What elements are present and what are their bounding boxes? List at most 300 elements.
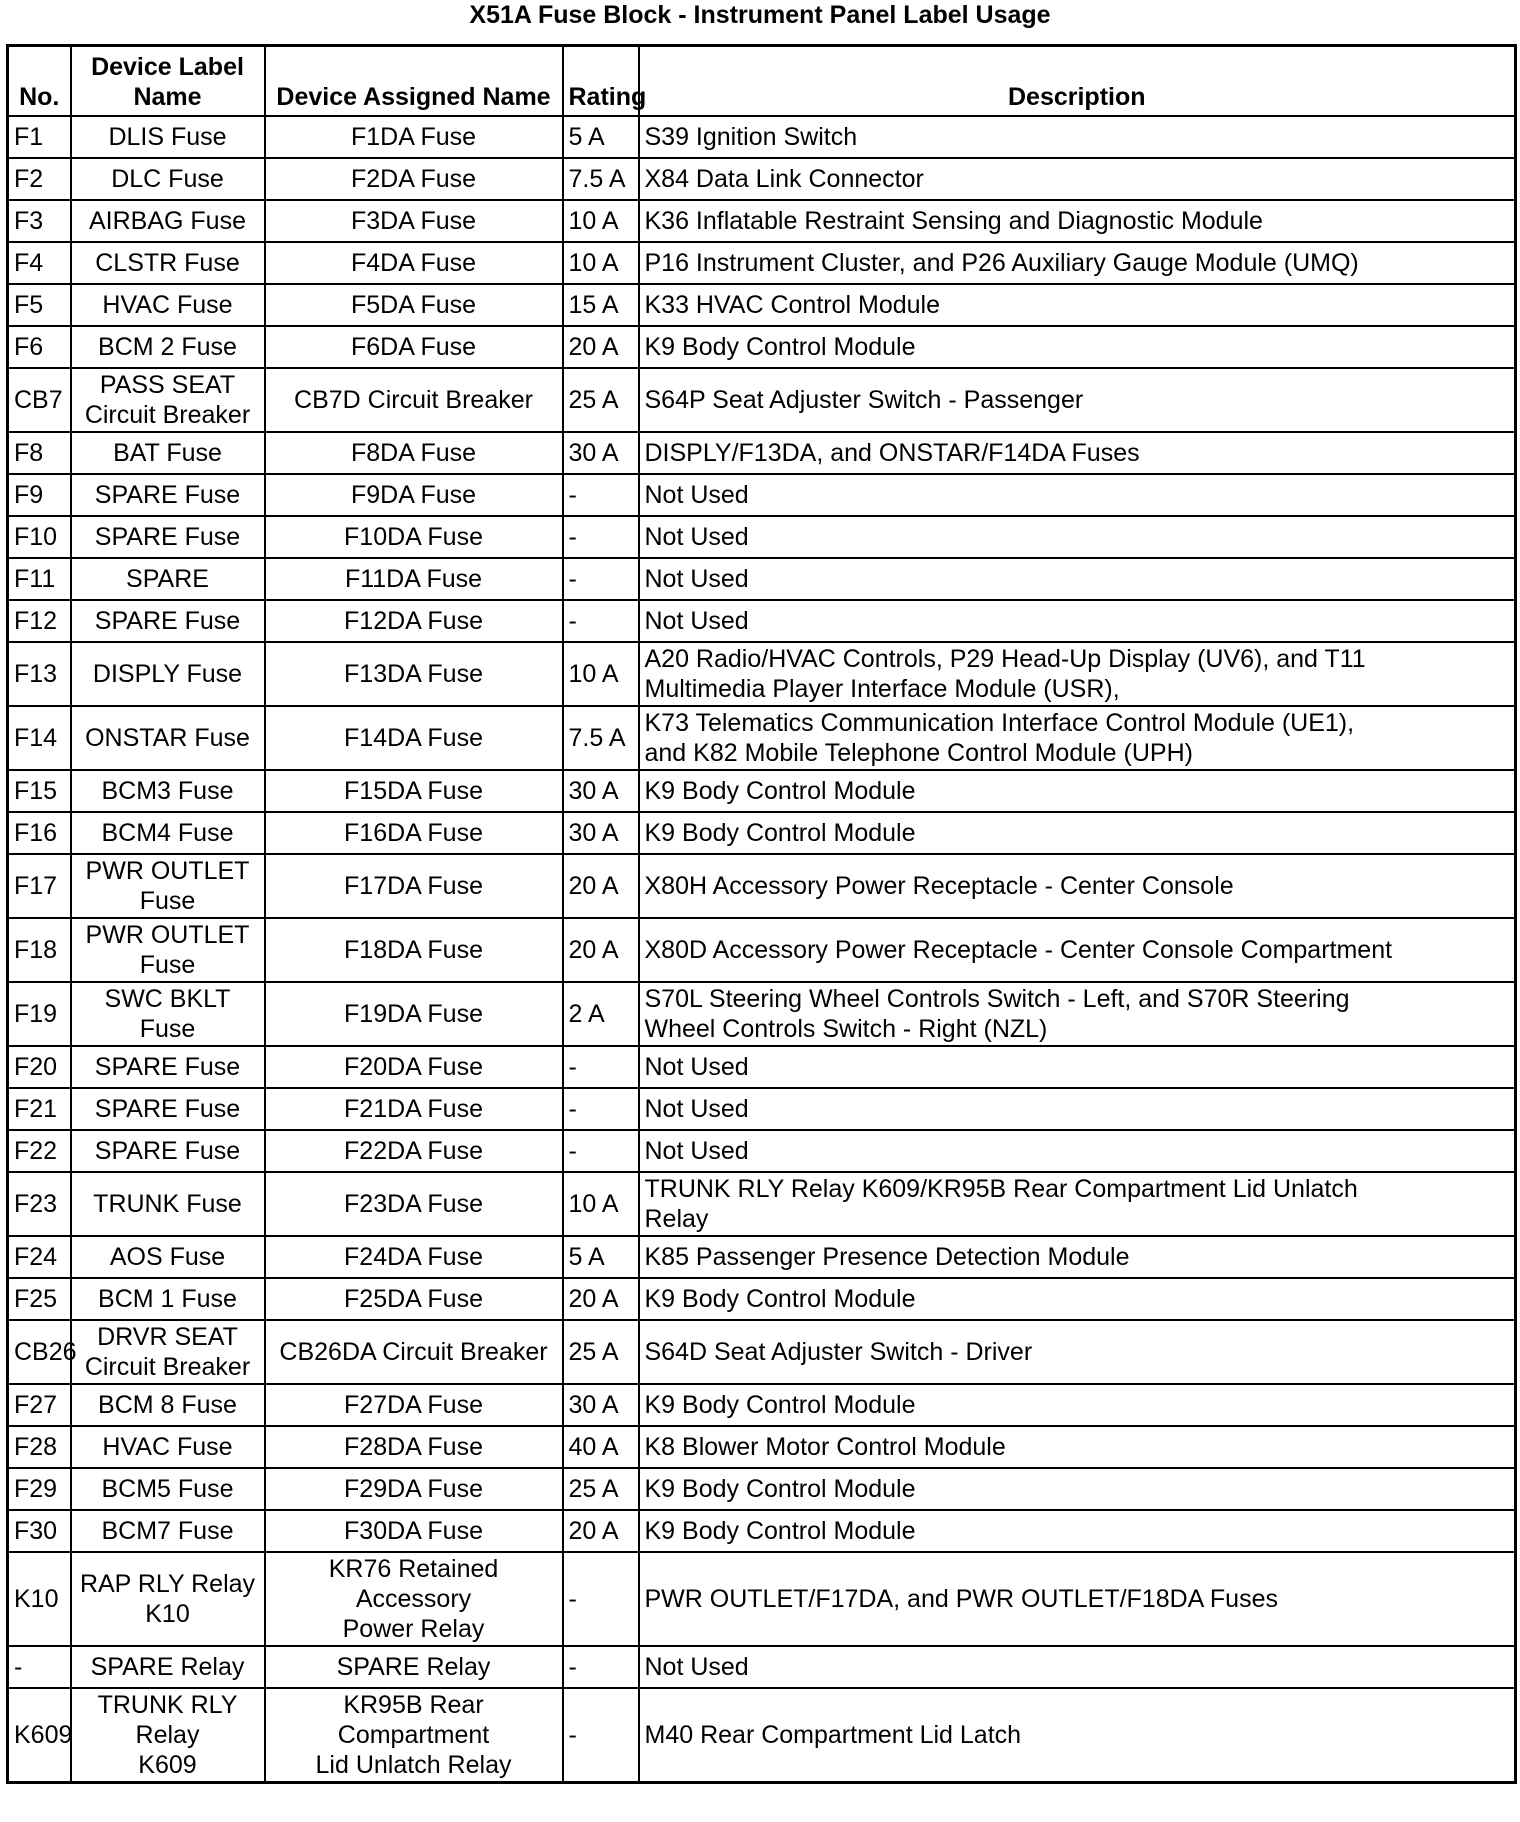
header-device-assigned-name xyxy=(265,46,563,117)
cell-description-line: PWR OUTLET/F17DA, and PWR OUTLET/F18DA Fuses xyxy=(644,1585,1278,1613)
cell-device-label-name-line: CLSTR Fuse xyxy=(95,249,240,277)
cell-device-assigned-name xyxy=(265,1384,563,1426)
cell-description-line: Not Used xyxy=(644,1053,749,1081)
cell-description-line: and K82 Mobile Telephone Control Module (UPH) xyxy=(644,739,1193,767)
cell-no: F16 xyxy=(8,812,71,854)
table-header-row xyxy=(8,46,1516,117)
table-row xyxy=(8,1384,1516,1426)
cell-device-label-name-line: TRUNK RLY Relay xyxy=(97,1691,238,1749)
cell-device-assigned-name-line: F23DA Fuse xyxy=(344,1190,483,1218)
cell-device-label-name xyxy=(71,918,265,982)
cell-device-assigned-name-line: CB26DA Circuit Breaker xyxy=(279,1338,548,1366)
cell-no: F19 xyxy=(8,982,71,1046)
table-row xyxy=(8,242,1516,284)
cell-rating: - xyxy=(563,1552,639,1646)
cell-rating: - xyxy=(563,600,639,642)
cell-device-assigned-name-line: F10DA Fuse xyxy=(344,523,483,551)
cell-description-line: Not Used xyxy=(644,481,749,509)
cell-description xyxy=(639,1130,1516,1172)
table-row xyxy=(8,1688,1516,1783)
cell-device-label-name xyxy=(71,1552,265,1646)
cell-device-assigned-name-line: F21DA Fuse xyxy=(344,1095,483,1123)
cell-no: F5 xyxy=(8,284,71,326)
cell-device-assigned-name xyxy=(265,854,563,918)
cell-description xyxy=(639,1552,1516,1646)
cell-rating: 10 A xyxy=(563,242,639,284)
cell-no: F17 xyxy=(8,854,71,918)
cell-device-label-name xyxy=(71,368,265,432)
cell-description-line: K36 Inflatable Restraint Sensing and Diagnostic Module xyxy=(644,207,1263,235)
cell-device-assigned-name-line: F12DA Fuse xyxy=(344,607,483,635)
cell-device-label-name xyxy=(71,770,265,812)
cell-rating: 15 A xyxy=(563,284,639,326)
cell-rating: 20 A xyxy=(563,918,639,982)
cell-device-assigned-name xyxy=(265,432,563,474)
cell-device-label-name-line: PWR OUTLET xyxy=(85,921,250,949)
table-row xyxy=(8,558,1516,600)
cell-description-line: A20 Radio/HVAC Controls, P29 Head-Up Display (UV6), and T11 xyxy=(644,645,1366,673)
cell-device-assigned-name xyxy=(265,284,563,326)
cell-rating: 10 A xyxy=(563,1172,639,1236)
cell-device-assigned-name-line: F1DA Fuse xyxy=(350,123,477,151)
cell-description-line: K9 Body Control Module xyxy=(644,777,916,805)
table-row xyxy=(8,284,1516,326)
cell-description-line: S70L Steering Wheel Controls Switch - Left, and S70R Steering xyxy=(644,985,1350,1013)
cell-no: F3 xyxy=(8,200,71,242)
cell-no: F8 xyxy=(8,432,71,474)
cell-no: F22 xyxy=(8,1130,71,1172)
cell-device-assigned-name xyxy=(265,1172,563,1236)
cell-device-label-name xyxy=(71,516,265,558)
fuse-table xyxy=(6,44,1517,1784)
cell-device-assigned-name xyxy=(265,558,563,600)
cell-device-label-name xyxy=(71,326,265,368)
header-label-line1: Device Label xyxy=(91,53,244,81)
table-row xyxy=(8,474,1516,516)
cell-no: F28 xyxy=(8,1426,71,1468)
cell-device-label-name-line: BCM3 Fuse xyxy=(101,777,234,805)
cell-description-line: S64D Seat Adjuster Switch - Driver xyxy=(644,1338,1033,1366)
cell-device-label-name-line: BCM4 Fuse xyxy=(101,819,234,847)
cell-device-label-name-line: SPARE Fuse xyxy=(94,523,241,551)
cell-description-line: K8 Blower Motor Control Module xyxy=(644,1433,1006,1461)
cell-description xyxy=(639,558,1516,600)
cell-device-label-name-line: Circuit Breaker xyxy=(84,1353,251,1381)
cell-no: K609 xyxy=(8,1688,71,1783)
table-row xyxy=(8,158,1516,200)
page-title: X51A Fuse Block - Instrument Panel Label Usage xyxy=(469,1,1051,29)
cell-device-label-name xyxy=(71,982,265,1046)
table-row xyxy=(8,1130,1516,1172)
cell-description-line: K9 Body Control Module xyxy=(644,1285,916,1313)
header-description xyxy=(639,46,1516,117)
cell-device-assigned-name-line: F20DA Fuse xyxy=(344,1053,483,1081)
cell-device-label-name xyxy=(71,558,265,600)
cell-no: F30 xyxy=(8,1510,71,1552)
cell-device-label-name xyxy=(71,854,265,918)
cell-device-label-name xyxy=(71,1510,265,1552)
cell-device-label-name xyxy=(71,1646,265,1688)
cell-description-line: Not Used xyxy=(644,1095,749,1123)
cell-device-label-name xyxy=(71,1236,265,1278)
cell-device-assigned-name xyxy=(265,1426,563,1468)
cell-description-line: K9 Body Control Module xyxy=(644,1475,916,1503)
cell-device-assigned-name xyxy=(265,770,563,812)
cell-description-line: Relay xyxy=(644,1205,709,1233)
table-row xyxy=(8,1468,1516,1510)
cell-device-assigned-name xyxy=(265,200,563,242)
cell-device-label-name xyxy=(71,1046,265,1088)
cell-no: CB7 xyxy=(8,368,71,432)
cell-device-label-name xyxy=(71,284,265,326)
table-row xyxy=(8,812,1516,854)
cell-device-assigned-name xyxy=(265,116,563,158)
table-row xyxy=(8,1278,1516,1320)
cell-device-label-name-line: DISPLY Fuse xyxy=(92,660,243,688)
cell-device-assigned-name xyxy=(265,918,563,982)
cell-description xyxy=(639,1172,1516,1236)
cell-device-label-name-line: BCM 2 Fuse xyxy=(98,333,237,361)
cell-no: F9 xyxy=(8,474,71,516)
cell-device-assigned-name-line: F13DA Fuse xyxy=(344,660,483,688)
table-row xyxy=(8,200,1516,242)
cell-device-assigned-name xyxy=(265,1510,563,1552)
cell-rating: 30 A xyxy=(563,770,639,812)
cell-description-line: M40 Rear Compartment Lid Latch xyxy=(644,1721,1022,1749)
cell-no: F21 xyxy=(8,1088,71,1130)
cell-device-assigned-name-line: F15DA Fuse xyxy=(344,777,483,805)
cell-device-label-name-line: TRUNK Fuse xyxy=(93,1190,242,1218)
cell-description xyxy=(639,1384,1516,1426)
cell-rating: - xyxy=(563,516,639,558)
table-row xyxy=(8,432,1516,474)
cell-device-assigned-name xyxy=(265,1688,563,1783)
header-rating-text: Rating xyxy=(568,83,647,111)
cell-description-line: X84 Data Link Connector xyxy=(644,165,924,193)
cell-rating: 5 A xyxy=(563,116,639,158)
table-row xyxy=(8,326,1516,368)
cell-description-line: K9 Body Control Module xyxy=(644,1517,916,1545)
cell-device-assigned-name-line: F25DA Fuse xyxy=(344,1285,483,1313)
cell-rating: - xyxy=(563,474,639,516)
header-label-line2: Name xyxy=(133,83,202,111)
cell-description-line: Not Used xyxy=(644,565,749,593)
header-no-text: No. xyxy=(19,83,60,111)
cell-description xyxy=(639,982,1516,1046)
cell-description-line: S39 Ignition Switch xyxy=(644,123,858,151)
cell-device-label-name-line: Circuit Breaker xyxy=(84,401,251,429)
cell-device-assigned-name xyxy=(265,1088,563,1130)
cell-device-label-name-line: SPARE xyxy=(126,565,209,593)
cell-no: F11 xyxy=(8,558,71,600)
cell-rating: 7.5 A xyxy=(563,158,639,200)
cell-no: K10 xyxy=(8,1552,71,1646)
cell-rating: 30 A xyxy=(563,812,639,854)
cell-device-label-name xyxy=(71,242,265,284)
cell-device-label-name-line: K609 xyxy=(138,1751,197,1779)
cell-device-assigned-name-line: F22DA Fuse xyxy=(344,1137,483,1165)
cell-description xyxy=(639,854,1516,918)
table-row xyxy=(8,600,1516,642)
cell-description xyxy=(639,116,1516,158)
cell-device-label-name-line: BAT Fuse xyxy=(113,439,222,467)
cell-description-line: Multimedia Player Interface Module (USR), xyxy=(644,675,1120,703)
cell-description xyxy=(639,918,1516,982)
cell-device-assigned-name xyxy=(265,474,563,516)
cell-rating: - xyxy=(563,1646,639,1688)
cell-no: F27 xyxy=(8,1384,71,1426)
fuse-table-body xyxy=(8,116,1516,1783)
cell-device-label-name xyxy=(71,1688,265,1783)
cell-device-assigned-name xyxy=(265,158,563,200)
cell-device-assigned-name xyxy=(265,1130,563,1172)
cell-rating: 20 A xyxy=(563,1278,639,1320)
cell-description xyxy=(639,158,1516,200)
cell-device-assigned-name xyxy=(265,812,563,854)
table-row xyxy=(8,1046,1516,1088)
cell-device-label-name xyxy=(71,474,265,516)
cell-description-line: X80H Accessory Power Receptacle - Center Console xyxy=(644,872,1234,900)
cell-device-label-name-line: ONSTAR Fuse xyxy=(85,724,250,752)
cell-device-label-name-line: AIRBAG Fuse xyxy=(89,207,246,235)
cell-rating: 7.5 A xyxy=(563,706,639,770)
cell-description-line: DISPLY/F13DA, and ONSTAR/F14DA Fuses xyxy=(644,439,1140,467)
cell-description xyxy=(639,770,1516,812)
cell-device-label-name xyxy=(71,1130,265,1172)
cell-device-label-name xyxy=(71,706,265,770)
cell-description-line: Not Used xyxy=(644,1137,749,1165)
header-assigned-text: Device Assigned Name xyxy=(276,83,551,111)
cell-no: F13 xyxy=(8,642,71,706)
cell-rating: 30 A xyxy=(563,432,639,474)
cell-device-assigned-name xyxy=(265,982,563,1046)
cell-device-label-name xyxy=(71,1468,265,1510)
cell-device-assigned-name-line: F5DA Fuse xyxy=(350,291,477,319)
cell-rating: - xyxy=(563,1046,639,1088)
cell-device-label-name xyxy=(71,1384,265,1426)
cell-description-line: P16 Instrument Cluster, and P26 Auxiliary Gauge Module (UMQ) xyxy=(644,249,1359,277)
table-row xyxy=(8,706,1516,770)
cell-description xyxy=(639,432,1516,474)
cell-device-label-name-line: SPARE Fuse xyxy=(94,1095,241,1123)
cell-device-assigned-name-line: F6DA Fuse xyxy=(350,333,477,361)
cell-device-assigned-name-line: F8DA Fuse xyxy=(350,439,477,467)
cell-device-label-name xyxy=(71,1278,265,1320)
cell-device-assigned-name-line: SPARE Relay xyxy=(336,1653,491,1681)
cell-description xyxy=(639,474,1516,516)
cell-device-assigned-name-line: Lid Unlatch Relay xyxy=(315,1751,512,1779)
cell-device-assigned-name-line: F3DA Fuse xyxy=(350,207,477,235)
cell-device-assigned-name-line: F14DA Fuse xyxy=(344,724,483,752)
cell-device-assigned-name-line: F28DA Fuse xyxy=(344,1433,483,1461)
cell-device-assigned-name-line: F17DA Fuse xyxy=(344,872,483,900)
cell-rating: 25 A xyxy=(563,368,639,432)
cell-rating: 30 A xyxy=(563,1384,639,1426)
cell-device-assigned-name-line: F2DA Fuse xyxy=(350,165,477,193)
cell-description-line: K85 Passenger Presence Detection Module xyxy=(644,1243,1130,1271)
table-row xyxy=(8,1426,1516,1468)
cell-description xyxy=(639,1088,1516,1130)
cell-no: F23 xyxy=(8,1172,71,1236)
cell-device-label-name xyxy=(71,116,265,158)
cell-device-assigned-name-line: CB7D Circuit Breaker xyxy=(294,386,533,414)
cell-description xyxy=(639,284,1516,326)
cell-device-label-name xyxy=(71,1320,265,1384)
cell-device-label-name-line: Fuse xyxy=(139,887,196,915)
table-row xyxy=(8,982,1516,1046)
cell-device-label-name-line: DLC Fuse xyxy=(111,165,224,193)
cell-no: F20 xyxy=(8,1046,71,1088)
cell-no: F1 xyxy=(8,116,71,158)
cell-no: F6 xyxy=(8,326,71,368)
table-row xyxy=(8,1236,1516,1278)
cell-no: F2 xyxy=(8,158,71,200)
cell-device-label-name-line: Fuse xyxy=(139,951,196,979)
table-row xyxy=(8,770,1516,812)
cell-device-label-name-line: BCM7 Fuse xyxy=(101,1517,234,1545)
cell-description xyxy=(639,326,1516,368)
cell-rating: 10 A xyxy=(563,642,639,706)
cell-device-label-name xyxy=(71,1088,265,1130)
cell-device-label-name-line: HVAC Fuse xyxy=(102,1433,233,1461)
cell-device-label-name xyxy=(71,432,265,474)
cell-device-label-name-line: BCM 1 Fuse xyxy=(98,1285,237,1313)
cell-no: - xyxy=(8,1646,71,1688)
cell-device-label-name xyxy=(71,158,265,200)
cell-device-label-name-line: BCM5 Fuse xyxy=(101,1475,234,1503)
cell-rating: - xyxy=(563,558,639,600)
cell-device-label-name-line: DRVR SEAT xyxy=(97,1323,238,1351)
cell-device-assigned-name-line: Power Relay xyxy=(342,1615,485,1643)
header-no xyxy=(8,46,71,117)
table-row xyxy=(8,854,1516,918)
cell-device-label-name xyxy=(71,812,265,854)
cell-rating: 2 A xyxy=(563,982,639,1046)
cell-rating: - xyxy=(563,1130,639,1172)
cell-description xyxy=(639,1468,1516,1510)
cell-description-line: Not Used xyxy=(644,523,749,551)
cell-description xyxy=(639,1510,1516,1552)
cell-description-line: K9 Body Control Module xyxy=(644,333,916,361)
cell-description-line: X80D Accessory Power Receptacle - Center Console Compartment xyxy=(644,936,1393,964)
cell-device-assigned-name-line: KR95B Rear Compartment xyxy=(337,1691,490,1749)
cell-description-line: Wheel Controls Switch - Right (NZL) xyxy=(644,1015,1048,1043)
cell-device-assigned-name-line: F19DA Fuse xyxy=(344,1000,483,1028)
cell-rating: 5 A xyxy=(563,1236,639,1278)
table-row xyxy=(8,116,1516,158)
cell-device-assigned-name xyxy=(265,706,563,770)
cell-description-line: Not Used xyxy=(644,1653,749,1681)
cell-rating: - xyxy=(563,1088,639,1130)
cell-device-assigned-name xyxy=(265,368,563,432)
cell-rating: 40 A xyxy=(563,1426,639,1468)
cell-description-line: S64P Seat Adjuster Switch - Passenger xyxy=(644,386,1084,414)
cell-device-assigned-name-line: F4DA Fuse xyxy=(350,249,477,277)
cell-description xyxy=(639,1426,1516,1468)
cell-device-label-name-line: SPARE Fuse xyxy=(94,1053,241,1081)
cell-device-assigned-name xyxy=(265,1646,563,1688)
cell-rating: - xyxy=(563,1688,639,1783)
cell-description-line: K73 Telematics Communication Interface Control Module (UE1), xyxy=(644,709,1355,737)
table-row xyxy=(8,642,1516,706)
table-row xyxy=(8,1510,1516,1552)
cell-device-label-name-line: SWC BKLT Fuse xyxy=(104,985,231,1043)
cell-device-label-name-line: HVAC Fuse xyxy=(102,291,233,319)
cell-device-label-name-line: BCM 8 Fuse xyxy=(98,1391,237,1419)
cell-rating: 20 A xyxy=(563,326,639,368)
cell-rating: 10 A xyxy=(563,200,639,242)
cell-device-assigned-name-line: F11DA Fuse xyxy=(344,565,483,593)
table-row xyxy=(8,1646,1516,1688)
cell-no: F18 xyxy=(8,918,71,982)
cell-description xyxy=(639,242,1516,284)
cell-device-label-name xyxy=(71,1426,265,1468)
cell-device-assigned-name-line: F24DA Fuse xyxy=(344,1243,483,1271)
cell-description xyxy=(639,1278,1516,1320)
cell-device-assigned-name xyxy=(265,242,563,284)
cell-device-assigned-name xyxy=(265,1236,563,1278)
cell-device-label-name xyxy=(71,642,265,706)
cell-device-assigned-name xyxy=(265,1552,563,1646)
cell-device-assigned-name xyxy=(265,1278,563,1320)
cell-device-label-name-line: K10 xyxy=(145,1600,190,1628)
cell-device-assigned-name-line: F30DA Fuse xyxy=(344,1517,483,1545)
cell-rating: 25 A xyxy=(563,1320,639,1384)
cell-device-label-name xyxy=(71,600,265,642)
table-row xyxy=(8,1172,1516,1236)
cell-device-label-name-line: RAP RLY Relay xyxy=(79,1570,256,1598)
cell-device-label-name-line: AOS Fuse xyxy=(109,1243,226,1271)
cell-device-assigned-name-line: F29DA Fuse xyxy=(344,1475,483,1503)
cell-device-label-name-line: SPARE Fuse xyxy=(94,481,241,509)
cell-device-label-name-line: SPARE Fuse xyxy=(94,1137,241,1165)
table-row xyxy=(8,918,1516,982)
cell-device-label-name-line: PASS SEAT xyxy=(99,371,236,399)
cell-description-line: TRUNK RLY Relay K609/KR95B Rear Compartment Lid Unlatch xyxy=(644,1175,1358,1203)
table-row xyxy=(8,1320,1516,1384)
cell-device-assigned-name-line: F18DA Fuse xyxy=(344,936,483,964)
cell-description xyxy=(639,1236,1516,1278)
cell-no: F15 xyxy=(8,770,71,812)
cell-device-label-name-line: PWR OUTLET xyxy=(85,857,250,885)
cell-no: F25 xyxy=(8,1278,71,1320)
cell-no: F10 xyxy=(8,516,71,558)
cell-description xyxy=(639,1688,1516,1783)
cell-no: F24 xyxy=(8,1236,71,1278)
table-row xyxy=(8,516,1516,558)
cell-device-assigned-name xyxy=(265,600,563,642)
cell-description-line: Not Used xyxy=(644,607,749,635)
table-row xyxy=(8,1088,1516,1130)
cell-device-assigned-name xyxy=(265,516,563,558)
cell-description xyxy=(639,200,1516,242)
header-description-text: Description xyxy=(1007,83,1146,111)
cell-device-assigned-name-line: F27DA Fuse xyxy=(344,1391,483,1419)
cell-device-assigned-name xyxy=(265,1046,563,1088)
cell-no: F12 xyxy=(8,600,71,642)
cell-device-assigned-name-line: F16DA Fuse xyxy=(344,819,483,847)
cell-description xyxy=(639,1320,1516,1384)
cell-device-assigned-name xyxy=(265,642,563,706)
cell-device-label-name xyxy=(71,200,265,242)
cell-device-assigned-name-line: KR76 Retained Accessory xyxy=(328,1555,499,1613)
cell-device-label-name-line: SPARE Fuse xyxy=(94,607,241,635)
cell-no: F4 xyxy=(8,242,71,284)
cell-device-label-name-line: DLIS Fuse xyxy=(108,123,227,151)
cell-rating: 20 A xyxy=(563,1510,639,1552)
header-rating xyxy=(563,46,647,117)
cell-device-assigned-name xyxy=(265,1468,563,1510)
